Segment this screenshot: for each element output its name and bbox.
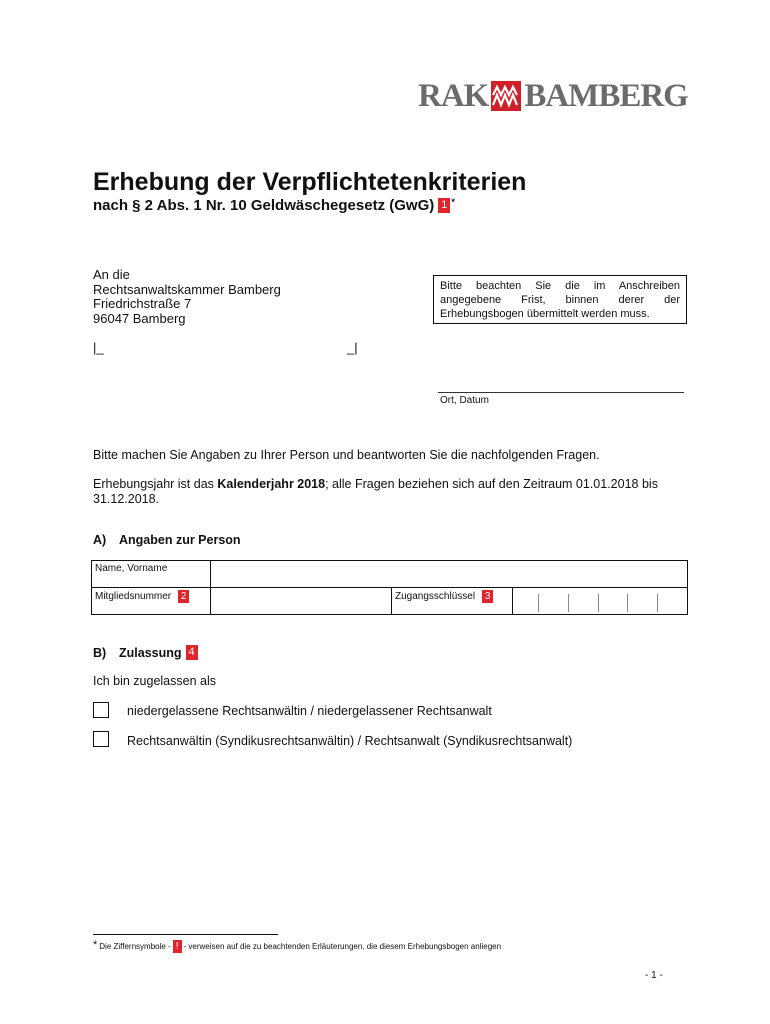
key-segment[interactable] (599, 594, 629, 612)
key-segment[interactable] (569, 594, 599, 612)
year-text-bold: Kalenderjahr 2018 (217, 477, 326, 491)
address-line: Rechtsanwaltskammer Bamberg (93, 281, 281, 297)
section-a-letter: A) (93, 533, 107, 547)
footnote-text-after: - verweisen auf die zu beachtenden Erläuterungen, die diesem Erhebungsbogen anliegen (183, 942, 502, 951)
access-key-label: Zugangsschlüssel (395, 591, 476, 602)
address-window-corner-right: _| (347, 340, 358, 355)
footnote-marker: ! (173, 940, 182, 953)
subtitle-text: nach § 2 Abs. 1 Nr. 10 Geldwäschegesetz (GwG) (93, 197, 435, 214)
address-line: Friedrichstraße 7 (93, 296, 192, 311)
year-text-before: Erhebungsjahr ist das (93, 477, 218, 491)
key-segment[interactable] (628, 594, 658, 612)
recipient-address (93, 268, 281, 326)
intro-text: Bitte machen Sie Angaben zu Ihrer Person und beantworten Sie die nachfolgenden Fragen. (93, 448, 600, 462)
note-marker-2[interactable]: 2 (178, 590, 190, 603)
section-b-title: Zulassung (119, 645, 182, 660)
note-marker-3[interactable]: 3 (482, 590, 494, 603)
footnote-divider (93, 934, 278, 935)
access-key-label-cell (392, 588, 513, 615)
admitted-as-text: Ich bin zugelassen als (93, 674, 216, 688)
footnote (93, 940, 501, 953)
checkbox-established-lawyer[interactable] (93, 702, 109, 718)
section-b-heading (93, 645, 198, 660)
year-text-after: ; alle Fragen beziehen sich auf den Zeitraum 01.01.2018 bis 31.12.2018. (93, 477, 658, 506)
address-line: 96047 Bamberg (93, 310, 186, 326)
logo-text-right: BAMBERG (524, 77, 688, 114)
survey-year-text (93, 477, 693, 507)
place-date-line[interactable] (438, 392, 684, 393)
page-number: - 1 - (645, 970, 663, 981)
address-line: An die (93, 267, 130, 282)
footnote-star: * (451, 196, 455, 207)
access-key-input-cell[interactable] (513, 588, 688, 615)
section-a-title: Angaben zur Person (119, 533, 241, 547)
name-input-cell[interactable] (211, 561, 688, 588)
section-a-heading (93, 533, 241, 547)
access-key-segments (538, 594, 687, 612)
person-table (91, 560, 688, 615)
name-label: Name, Vorname (95, 563, 168, 574)
deadline-notice-box: Bitte beachten Sie die im Anschreiben angegebene Frist, binnen derer der Erhebungsbogen übermittelt werden muss. (433, 275, 687, 324)
franconian-rake-icon (491, 81, 521, 111)
address-window-corner-left: |_ (93, 340, 104, 355)
page-title: Erhebung der Verpflichtetenkriterien (93, 168, 527, 196)
key-segment[interactable] (539, 594, 569, 612)
checkbox-syndic-lawyer[interactable] (93, 731, 109, 747)
option-established-lawyer-label: niedergelassene Rechtsanwältin / niedergelassener Rechtsanwalt (127, 704, 492, 718)
member-number-label: Mitgliedsnummer (95, 591, 172, 602)
member-number-input-cell[interactable] (211, 588, 392, 615)
rak-bamberg-logo (418, 78, 688, 114)
name-label-cell (92, 561, 211, 588)
option-syndic-lawyer-label: Rechtsanwältin (Syndikusrechtsanwältin) / Rechtsanwalt (Syndikusrechtsanwalt) (127, 734, 573, 748)
footnote-text-before: Die Ziffernsymbole - (99, 942, 171, 951)
footnote-star-symbol: * (93, 938, 98, 951)
key-segment[interactable] (658, 594, 687, 612)
section-b-letter: B) (93, 645, 107, 660)
logo-text-left: RAK (418, 77, 489, 114)
note-marker-4[interactable]: 4 (186, 645, 198, 660)
page-subtitle (93, 197, 455, 214)
note-marker-1[interactable]: 1 (438, 198, 450, 213)
member-number-label-cell (92, 588, 211, 615)
place-date-label: Ort, Datum (440, 395, 489, 406)
